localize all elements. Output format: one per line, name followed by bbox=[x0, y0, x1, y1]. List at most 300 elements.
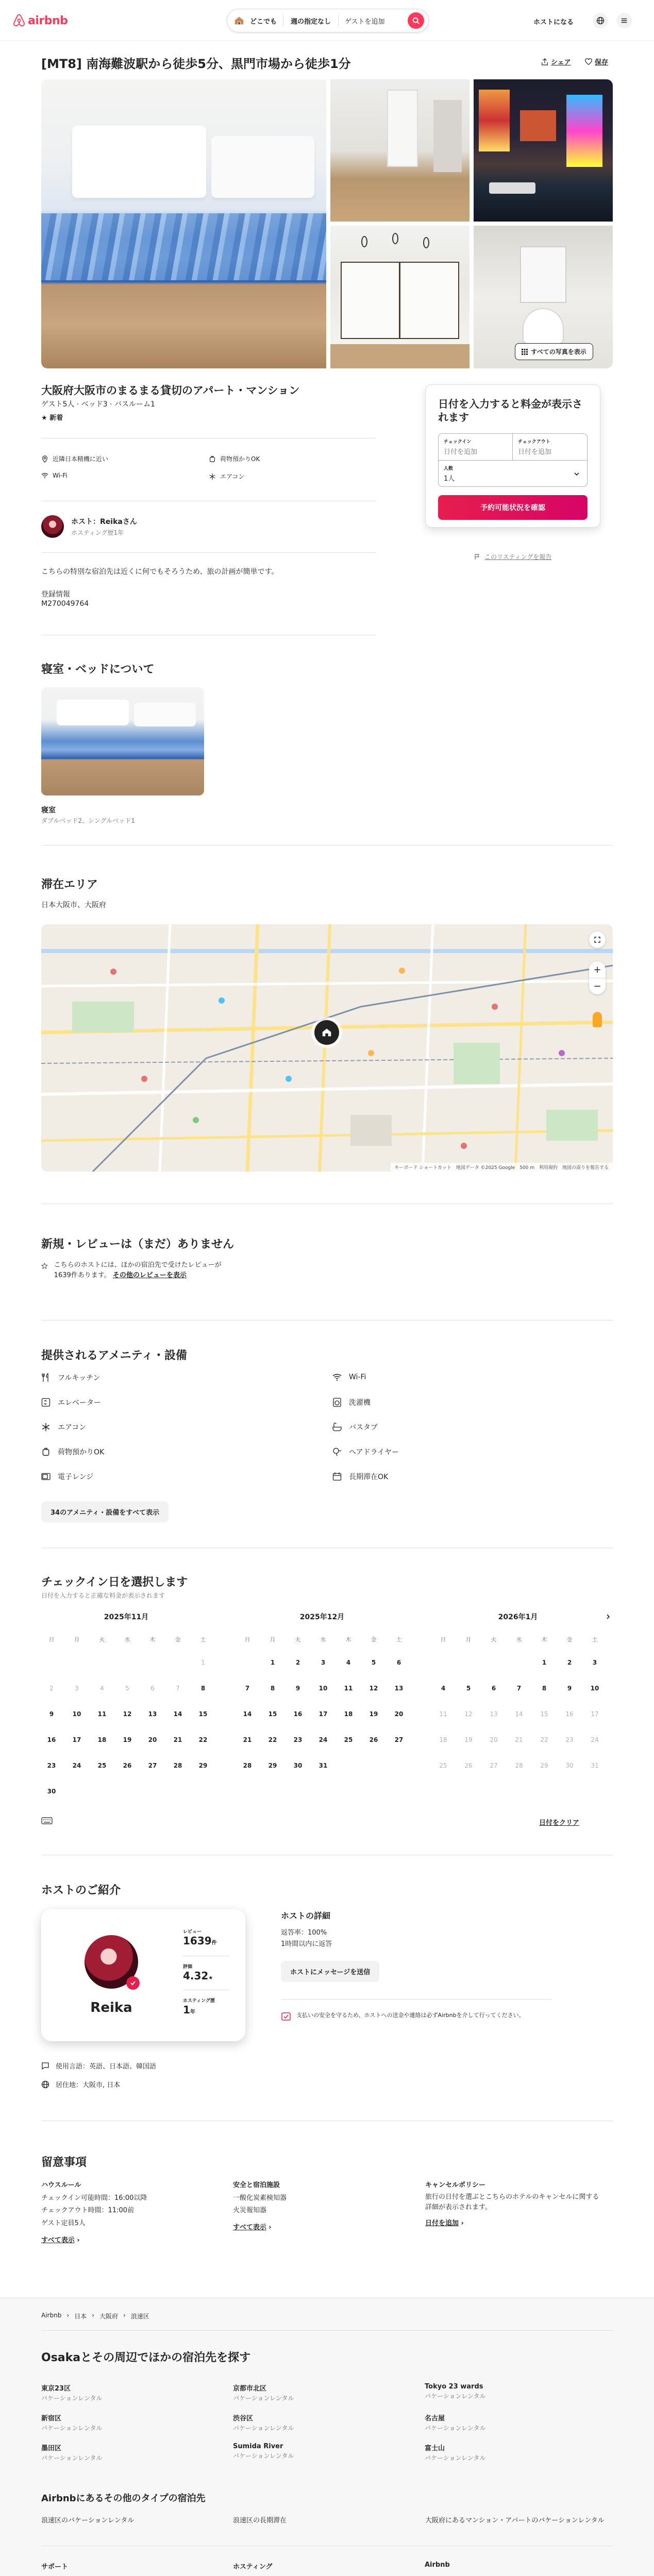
amenity-item bbox=[41, 1447, 104, 1457]
amenity-item bbox=[41, 1422, 86, 1432]
calendar-day[interactable]: 20 bbox=[394, 1710, 404, 1718]
calendar-day[interactable]: 27 bbox=[394, 1736, 404, 1743]
calendar-day: 11 bbox=[439, 1710, 447, 1718]
types-title: Airbnbにあるその他のタイプの宿泊先 bbox=[41, 2493, 206, 2504]
rules-line: 旅行の日付を選ぶとこちらのホテルのキャンセルに関する詳細が表示されます。 bbox=[425, 2193, 599, 2212]
calendar-day[interactable]: 28 bbox=[173, 1762, 182, 1769]
calendar-subtitle: 日付を入力すると正確な料金が表示されます bbox=[41, 1592, 165, 1599]
calendar-day: 15 bbox=[540, 1710, 548, 1718]
shield-icon bbox=[281, 2011, 291, 2022]
host-summary[interactable] bbox=[41, 515, 137, 538]
location-place: 日本大阪市、大阪府 bbox=[41, 901, 106, 909]
calendar-day[interactable]: 26 bbox=[123, 1762, 132, 1769]
avatar bbox=[41, 515, 64, 538]
map[interactable] bbox=[41, 924, 613, 1172]
calendar-day[interactable]: 14 bbox=[173, 1710, 182, 1718]
amenity-label: エレベーター bbox=[58, 1399, 101, 1407]
explore-destination-type: バケーションレンタル bbox=[233, 2395, 294, 2402]
main-photo[interactable] bbox=[41, 79, 326, 368]
bathtub-icon bbox=[332, 1422, 342, 1432]
footer-heading: Airbnb bbox=[425, 2561, 450, 2569]
breadcrumb-item[interactable]: 大阪府 bbox=[99, 2313, 118, 2320]
checkout-field[interactable] bbox=[513, 434, 587, 461]
calendar-day[interactable]: 9 bbox=[295, 1685, 300, 1692]
highlight-label: 近隣日本精機に近い bbox=[53, 455, 109, 463]
photo-closet[interactable] bbox=[330, 226, 469, 368]
calendar-day[interactable]: 28 bbox=[243, 1762, 252, 1769]
amenity-label: 荷物預かりOK bbox=[58, 1448, 105, 1456]
highlight-label: Wi-Fi bbox=[53, 472, 68, 479]
calendar-day[interactable]: 19 bbox=[123, 1736, 132, 1743]
map-zoom-controls bbox=[589, 961, 606, 994]
amenity-label: 電子レンジ bbox=[58, 1473, 94, 1481]
calendar-day[interactable]: 18 bbox=[344, 1710, 353, 1718]
map-canvas bbox=[41, 924, 613, 1172]
explore-destination[interactable] bbox=[41, 2383, 102, 2402]
calendar-day: 3 bbox=[75, 1685, 79, 1692]
explore-destination[interactable] bbox=[41, 2413, 102, 2432]
host-card[interactable] bbox=[41, 1909, 245, 2041]
explore-destination-name: 渋谷区 bbox=[233, 2415, 254, 2422]
guests-label: 人数 bbox=[444, 466, 454, 471]
shield-check-icon bbox=[130, 1980, 136, 1986]
calendar-day[interactable]: 6 bbox=[396, 1659, 401, 1666]
wifi-icon bbox=[332, 1372, 342, 1382]
calendar-day: 21 bbox=[515, 1736, 523, 1743]
booking-card bbox=[425, 384, 600, 528]
calendar-day[interactable]: 1 bbox=[542, 1659, 547, 1666]
explore-destination-name: 新宿区 bbox=[41, 2415, 62, 2422]
calendar-day: 18 bbox=[439, 1736, 447, 1743]
explore-destination-name: 富士山 bbox=[425, 2445, 445, 2452]
explore-destination[interactable] bbox=[425, 2413, 485, 2432]
calendar-day[interactable]: 4 bbox=[346, 1659, 351, 1666]
calendar-day[interactable]: 25 bbox=[344, 1736, 353, 1743]
calendar-weekday: 木 bbox=[541, 1636, 547, 1643]
calendar-day[interactable]: 15 bbox=[198, 1710, 208, 1718]
calendar-weekday: 水 bbox=[124, 1636, 130, 1643]
calendar-day[interactable]: 8 bbox=[200, 1685, 206, 1692]
check-availability-button[interactable]: 予約可能状況を確認 bbox=[438, 495, 588, 520]
speech-bubble-icon bbox=[41, 2062, 49, 2070]
host-languages-text: 使用言語：英語、日本語、韓国語 bbox=[56, 2063, 157, 2071]
rules-line: ゲスト定員5人 bbox=[41, 2219, 86, 2228]
location-title: 滞在エリア bbox=[41, 878, 98, 891]
calendar-day[interactable]: 22 bbox=[198, 1736, 208, 1743]
explore-destination[interactable] bbox=[425, 2383, 485, 2400]
keyboard-icon[interactable] bbox=[41, 1817, 53, 1826]
calendar-day[interactable]: 15 bbox=[268, 1710, 277, 1718]
zoom-out-button[interactable]: − bbox=[589, 978, 606, 994]
calendar-day[interactable]: 26 bbox=[369, 1736, 378, 1743]
listing-subtitle: 大阪府大阪市のまるまる貸切のアパート・マンション bbox=[41, 384, 300, 397]
explore-destination-type: バケーションレンタル bbox=[233, 2452, 294, 2460]
calendar-day: 27 bbox=[490, 1762, 498, 1769]
explore-destination-name: 京都市北区 bbox=[233, 2385, 267, 2393]
calendar-day: 13 bbox=[490, 1710, 498, 1718]
calendar-day: 22 bbox=[540, 1736, 548, 1743]
bedroom-beds: ダブルベッド2、シングルベッド1 bbox=[41, 817, 135, 824]
reviews-note bbox=[41, 1260, 227, 1281]
type-link[interactable]: 大阪府にあるマンション・アパートのバケーションレンタル bbox=[425, 2517, 605, 2524]
type-link[interactable]: 浪速区の長期滞在 bbox=[233, 2517, 287, 2524]
host-response-rate: 返答率：100% bbox=[281, 1929, 327, 1937]
calendar-day[interactable]: 9 bbox=[49, 1710, 54, 1718]
checkin-field[interactable] bbox=[439, 434, 513, 461]
calendar-day[interactable]: 18 bbox=[97, 1736, 107, 1743]
calendar-day: 25 bbox=[439, 1762, 447, 1769]
calendar-day[interactable]: 2 bbox=[295, 1659, 300, 1666]
calendar-day[interactable]: 9 bbox=[567, 1685, 572, 1692]
calendar-day[interactable]: 13 bbox=[148, 1710, 157, 1718]
calendar-day[interactable]: 10 bbox=[318, 1685, 328, 1692]
calendar-day: 16 bbox=[565, 1710, 574, 1718]
rules-line: 一酸化炭素検知器 bbox=[233, 2194, 287, 2202]
calendar-day[interactable]: 20 bbox=[148, 1736, 157, 1743]
host-residence bbox=[41, 2079, 120, 2089]
reviews-link[interactable]: その他のレビューを表示 bbox=[112, 1272, 187, 1280]
calendar-day: 6 bbox=[150, 1685, 155, 1692]
calendar-weekday: 日 bbox=[48, 1636, 55, 1643]
calendar-weekday: 水 bbox=[516, 1636, 522, 1643]
host-stat-value: 1639 bbox=[183, 1935, 212, 1947]
explore-destination-name: Sumida River bbox=[233, 2443, 283, 2450]
become-host-link[interactable]: ホストになる bbox=[533, 19, 574, 26]
calendar-day[interactable]: 23 bbox=[293, 1736, 303, 1743]
calendar-weekday: 土 bbox=[592, 1636, 598, 1643]
breadcrumb-item[interactable]: 日本 bbox=[74, 2313, 87, 2320]
explore-destination-type: バケーションレンタル bbox=[425, 2425, 486, 2432]
explore-grid bbox=[41, 2383, 613, 2465]
calendar-day[interactable]: 24 bbox=[72, 1762, 81, 1769]
calendar-day[interactable]: 22 bbox=[268, 1736, 277, 1743]
hair-dryer-icon bbox=[332, 1447, 342, 1456]
listing-description: こちらの特別な宿泊先は近くに何でもそろうため、旅の計画が簡単です。 bbox=[41, 568, 279, 576]
airbnb-logo-icon bbox=[12, 13, 26, 28]
save-label: 保存 bbox=[595, 59, 609, 66]
luggage-icon bbox=[41, 1447, 51, 1456]
calendar-day[interactable]: 21 bbox=[173, 1736, 182, 1743]
highlight-item bbox=[209, 454, 260, 463]
calendar-day[interactable]: 11 bbox=[344, 1685, 353, 1692]
rules-link[interactable]: すべて表示 › bbox=[41, 2236, 80, 2244]
search-who[interactable]: ゲストを追加 bbox=[345, 18, 385, 26]
calendar-day: 14 bbox=[515, 1710, 523, 1718]
explore-destination[interactable] bbox=[41, 2443, 102, 2462]
host-stat-label: レビュー bbox=[183, 1929, 202, 1935]
explore-destination-type: バケーションレンタル bbox=[425, 2393, 486, 2400]
calendar-day[interactable]: 12 bbox=[369, 1685, 378, 1692]
search-bar[interactable] bbox=[227, 9, 429, 32]
search-when[interactable]: 週の指定なし bbox=[291, 18, 331, 26]
host-languages bbox=[41, 2061, 156, 2071]
calendar-day: 23 bbox=[565, 1736, 574, 1743]
bedroom-photo[interactable] bbox=[41, 687, 204, 795]
host-stat-label: 評価 bbox=[183, 1964, 193, 1970]
map-fullscreen-button[interactable] bbox=[589, 931, 606, 948]
luggage-icon bbox=[209, 455, 216, 463]
calendar-weekday: 火 bbox=[99, 1636, 105, 1643]
share-icon bbox=[541, 58, 548, 65]
explore-destination[interactable] bbox=[233, 2413, 294, 2432]
calendar-day[interactable]: 16 bbox=[47, 1736, 56, 1743]
clear-dates-link[interactable]: 日付をクリア bbox=[539, 1819, 580, 1827]
calendar-day[interactable]: 10 bbox=[590, 1685, 599, 1692]
footer bbox=[0, 2298, 654, 2576]
amenity-item bbox=[332, 1422, 378, 1432]
calendar-day[interactable]: 24 bbox=[318, 1736, 328, 1743]
calendar-day[interactable]: 29 bbox=[198, 1762, 208, 1769]
calendar-day[interactable]: 16 bbox=[293, 1710, 303, 1718]
host-stat-value: 4.32 bbox=[183, 1970, 209, 1982]
house-icon bbox=[231, 13, 247, 28]
calendar-day[interactable]: 6 bbox=[491, 1685, 496, 1692]
rules-col bbox=[233, 2179, 408, 2234]
globe-icon bbox=[596, 16, 605, 25]
checkin-placeholder: 日付を追加 bbox=[444, 448, 478, 456]
calendar-day: 4 bbox=[100, 1685, 104, 1692]
show-all-amenities-button[interactable]: 34のアメニティ・設備をすべて表示 bbox=[41, 1501, 169, 1522]
calendar-day[interactable]: 8 bbox=[542, 1685, 547, 1692]
calendar-day: 2 bbox=[49, 1685, 54, 1692]
calendar-day: 26 bbox=[464, 1762, 473, 1769]
wifi-icon bbox=[41, 472, 48, 479]
calendar-weekday: 月 bbox=[74, 1636, 80, 1643]
amenity-item bbox=[41, 1372, 100, 1383]
show-all-photos-button[interactable] bbox=[515, 343, 593, 360]
amenity-label: バスタブ bbox=[349, 1423, 378, 1432]
zoom-in-button[interactable]: + bbox=[593, 964, 601, 975]
rules-line: チェックイン可能時間：16:00以降 bbox=[41, 2194, 147, 2202]
calendar-day[interactable]: 30 bbox=[293, 1762, 303, 1769]
checkout-placeholder: 日付を追加 bbox=[518, 448, 552, 456]
site-header bbox=[0, 0, 654, 41]
calendar-month-title: 2025年12月 bbox=[299, 1613, 345, 1621]
reviews-body: こちらのホストには、ほかの宿泊先で受けたレビューが1639件あります。 bbox=[54, 1261, 222, 1280]
search-icon bbox=[412, 17, 420, 24]
booking-date-guest-box bbox=[438, 433, 588, 487]
highlight-item bbox=[209, 472, 244, 481]
explore-destination-name: Tokyo 23 wards bbox=[425, 2383, 483, 2391]
pin-icon bbox=[41, 455, 48, 463]
calendar-day: 31 bbox=[591, 1762, 599, 1769]
rules-link[interactable]: 日付を追加 › bbox=[425, 2219, 464, 2228]
amenity-label: エアコン bbox=[58, 1423, 87, 1432]
calendar-icon bbox=[332, 1472, 342, 1481]
amenity-label: Wi-Fi bbox=[349, 1373, 366, 1381]
explore-destination-name: 墨田区 bbox=[41, 2445, 62, 2452]
footer-column bbox=[425, 2561, 505, 2576]
calendar-day[interactable]: 14 bbox=[243, 1710, 252, 1718]
menu-button[interactable] bbox=[616, 13, 632, 28]
calendar-day[interactable]: 23 bbox=[47, 1762, 56, 1769]
amenity-item bbox=[41, 1397, 101, 1408]
rules-link[interactable]: すべて表示 › bbox=[233, 2224, 272, 2232]
message-host-button[interactable]: ホストにメッセージを送信 bbox=[281, 1961, 379, 1982]
calendar-day[interactable]: 31 bbox=[318, 1762, 328, 1769]
share-button[interactable] bbox=[541, 57, 571, 66]
globe-button[interactable] bbox=[593, 13, 608, 28]
report-listing-link[interactable] bbox=[474, 552, 551, 561]
expand-icon bbox=[594, 937, 600, 943]
search-where[interactable]: どこでも bbox=[250, 18, 277, 26]
calendar-day: 12 bbox=[464, 1710, 473, 1718]
calendar-day[interactable]: 25 bbox=[97, 1762, 107, 1769]
payment-safety-text: 支払いの安全を守るため、ホストへの送金や連絡は必ずAirbnbを介して行ってください。 bbox=[296, 2012, 525, 2019]
calendar-day: 17 bbox=[591, 1710, 599, 1718]
calendar-title: チェックイン日を選択します bbox=[41, 1576, 188, 1589]
footer-heading: サポート bbox=[41, 2563, 69, 2571]
amenities-title: 提供されるアメニティ・設備 bbox=[41, 1349, 187, 1362]
rules-heading: キャンセルポリシー bbox=[425, 2181, 486, 2189]
calendar-day[interactable]: 21 bbox=[243, 1736, 252, 1743]
explore-destination[interactable] bbox=[233, 2383, 294, 2402]
listing-title: [MT8] 南海難波駅から徒歩5分、黒門市場から徒歩1分 bbox=[41, 57, 351, 71]
type-link[interactable]: 浪速区のバケーションレンタル bbox=[41, 2517, 135, 2524]
explore-destination-name: 東京23区 bbox=[41, 2385, 71, 2393]
footer-column bbox=[41, 2561, 162, 2576]
highlight-label: 荷物預かりOK bbox=[220, 455, 260, 463]
photo-dotonbori[interactable] bbox=[474, 79, 613, 222]
calendar-day[interactable]: 17 bbox=[318, 1710, 328, 1718]
calendar-day[interactable]: 3 bbox=[321, 1659, 326, 1666]
calendar-weekday: 木 bbox=[149, 1636, 156, 1643]
calendar-day[interactable]: 1 bbox=[270, 1659, 275, 1666]
new-badge: ★ 新着 bbox=[41, 414, 63, 422]
host-stat: ホスティング歴 1年 bbox=[183, 1997, 215, 2016]
show-all-photos-label: すべての写真を表示 bbox=[531, 348, 586, 355]
calendar-month-title: 2026年1月 bbox=[498, 1613, 538, 1621]
highlight-item bbox=[41, 454, 108, 463]
menu-icon bbox=[621, 17, 628, 24]
rules-link-label: すべて表示 bbox=[233, 2224, 266, 2232]
verified-badge bbox=[126, 1976, 140, 1990]
calendar-month-title: 2025年11月 bbox=[104, 1613, 149, 1621]
host-residence-text: 居住地：大阪市, 日本 bbox=[56, 2081, 121, 2089]
explore-destination[interactable] bbox=[233, 2443, 294, 2460]
calendar-day: 5 bbox=[125, 1685, 129, 1692]
rules-line: 火災報知器 bbox=[233, 2207, 267, 2215]
host-response-time: 1時間以内に返答 bbox=[281, 1940, 332, 1948]
snowflake-icon bbox=[209, 473, 216, 480]
calendar-day[interactable]: 7 bbox=[245, 1685, 250, 1692]
calendar-day: 1 bbox=[201, 1659, 205, 1666]
grid-icon bbox=[522, 349, 528, 355]
calendar-day[interactable]: 19 bbox=[369, 1710, 378, 1718]
calendar-day[interactable]: 4 bbox=[441, 1685, 446, 1692]
calendar-day[interactable]: 13 bbox=[394, 1685, 404, 1692]
globe-icon bbox=[41, 2080, 49, 2089]
calendar-weekday: 木 bbox=[345, 1636, 351, 1643]
footer-columns bbox=[41, 2561, 613, 2576]
map-home-marker[interactable] bbox=[314, 1020, 339, 1045]
explore-destination-name: 名古屋 bbox=[425, 2415, 445, 2422]
photo-gallery[interactable] bbox=[41, 79, 613, 368]
calendar-day[interactable]: 5 bbox=[371, 1659, 376, 1666]
calendar-weekday: 火 bbox=[491, 1636, 497, 1643]
home-icon bbox=[321, 1027, 332, 1038]
report-listing-label: このリスティングを報告 bbox=[484, 553, 552, 561]
calendar-day[interactable]: 5 bbox=[466, 1685, 471, 1692]
explore-title: Osakaとその周辺でほかの宿泊先を探す bbox=[41, 2351, 251, 2364]
calendar-day[interactable]: 8 bbox=[270, 1685, 275, 1692]
heart-icon bbox=[585, 58, 592, 65]
chevron-down-icon bbox=[574, 471, 580, 477]
save-button[interactable] bbox=[585, 57, 608, 66]
amenity-label: 長期滞在OK bbox=[349, 1473, 389, 1481]
rules-heading: 安全と宿泊施設 bbox=[233, 2181, 280, 2189]
amenity-item bbox=[332, 1471, 388, 1482]
calendar-weekday: 日 bbox=[244, 1636, 250, 1643]
calendar-day[interactable]: 17 bbox=[72, 1736, 81, 1743]
airbnb-logo[interactable] bbox=[12, 13, 68, 28]
calendar-day[interactable]: 10 bbox=[72, 1710, 81, 1718]
calendar-day[interactable]: 7 bbox=[516, 1685, 522, 1692]
rules-line: チェックアウト時間：11:00前 bbox=[41, 2207, 135, 2215]
calendar-day[interactable]: 11 bbox=[97, 1710, 107, 1718]
sleeping-title: 寝室・ベッドについて bbox=[41, 663, 155, 676]
breadcrumb: Airbnb › 日本 › 大阪府 › 浪速区 bbox=[41, 2312, 149, 2320]
share-label: シェア bbox=[551, 59, 571, 66]
calendar-weekday: 土 bbox=[200, 1636, 206, 1643]
calendar-day[interactable]: 3 bbox=[592, 1659, 597, 1666]
rules-link-label: すべて表示 bbox=[41, 2236, 75, 2244]
calendar-day: 30 bbox=[565, 1762, 574, 1769]
calendar-day[interactable]: 30 bbox=[47, 1788, 56, 1795]
calendar-weekday: 月 bbox=[270, 1636, 276, 1643]
highlights bbox=[41, 454, 376, 485]
calendar-weekday: 金 bbox=[566, 1636, 573, 1643]
highlight-label: エアコン bbox=[220, 473, 245, 480]
amenity-item bbox=[41, 1471, 93, 1482]
street-view-pegman[interactable] bbox=[593, 1012, 602, 1027]
amenity-item bbox=[332, 1397, 371, 1408]
host-details-title: ホストの詳細 bbox=[281, 1911, 331, 1921]
checkin-label: チェックイン bbox=[444, 439, 472, 445]
kitchen-icon bbox=[41, 1373, 51, 1382]
amenity-label: フルキッチン bbox=[58, 1374, 100, 1382]
airbnb-wordmark: airbnb bbox=[28, 14, 68, 27]
search-button[interactable] bbox=[408, 12, 424, 29]
rules-col bbox=[425, 2179, 600, 2229]
host-years: ホスティング歴1年 bbox=[71, 529, 124, 536]
photo-kitchen[interactable] bbox=[330, 79, 469, 222]
washer-icon bbox=[332, 1398, 342, 1407]
calendar-day[interactable]: 29 bbox=[268, 1762, 277, 1769]
calendar-day[interactable]: 27 bbox=[148, 1762, 157, 1769]
explore-destination-type: バケーションレンタル bbox=[233, 2425, 294, 2432]
registration-number: M270049764 bbox=[41, 600, 89, 608]
calendar-weekday: 金 bbox=[175, 1636, 181, 1643]
calendar-day: 28 bbox=[515, 1762, 523, 1769]
calendar-weekday: 火 bbox=[295, 1636, 301, 1643]
amenity-item bbox=[332, 1447, 399, 1457]
snowflake-icon bbox=[41, 1422, 51, 1432]
listing-summary: ゲスト5人 · ベッド3 · バスルーム1 bbox=[41, 400, 155, 409]
calendar-day[interactable]: 2 bbox=[567, 1659, 572, 1666]
amenity-label: ヘアドライヤー bbox=[349, 1448, 399, 1456]
guests-select[interactable] bbox=[439, 461, 587, 487]
rules-link-label: 日付を追加 bbox=[425, 2219, 459, 2228]
calendar-day[interactable]: 12 bbox=[123, 1710, 132, 1718]
host-stat-label: ホスティング歴 bbox=[183, 1998, 215, 2004]
rules-heading: ハウスルール bbox=[41, 2181, 81, 2189]
explore-destination[interactable] bbox=[425, 2443, 485, 2462]
calendar-day: 7 bbox=[176, 1685, 180, 1692]
calendar bbox=[41, 1612, 613, 1807]
breadcrumb-item[interactable]: Airbnb bbox=[41, 2312, 62, 2319]
calendar-weekday: 土 bbox=[396, 1636, 402, 1643]
